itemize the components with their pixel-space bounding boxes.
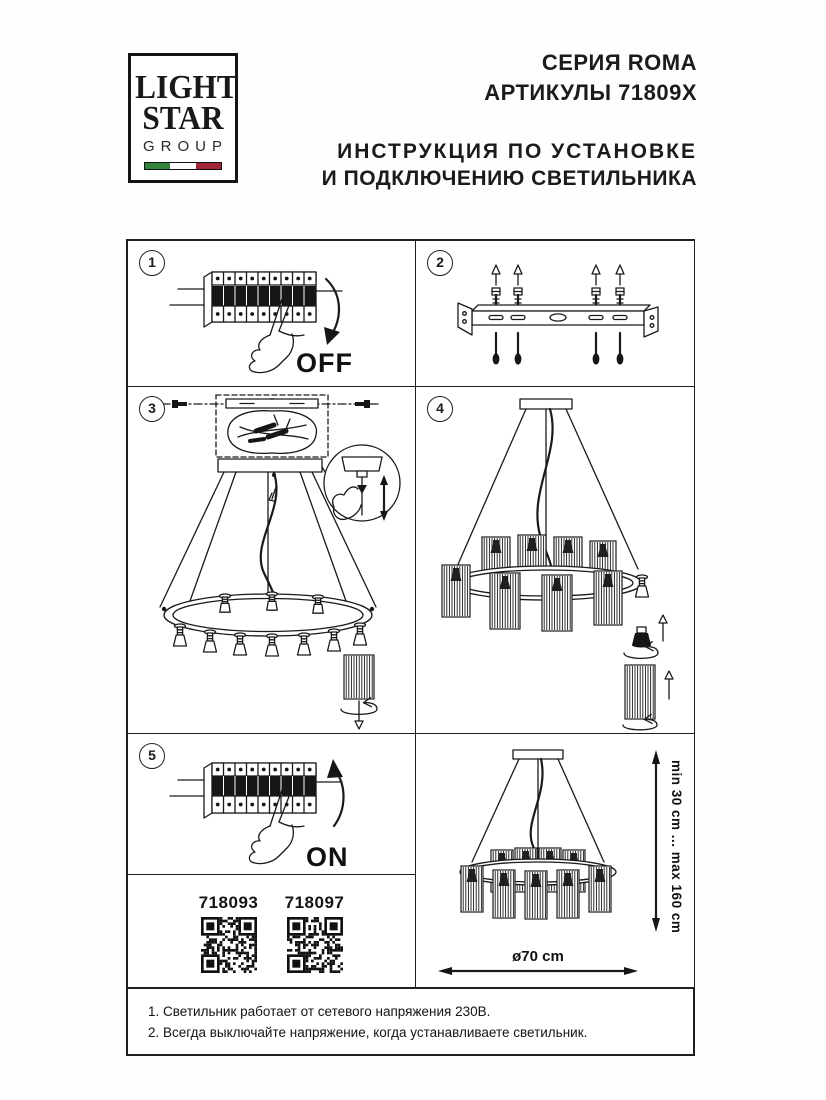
off-arrow [326,279,339,334]
step-5-panel [128,734,416,875]
hanging-wiring-drawing [128,387,415,733]
qr-code-right [287,917,343,973]
flag-green [145,163,170,169]
logo-word-group: GROUP [142,138,228,155]
up-arrow [659,615,667,641]
flag-red [196,163,221,169]
diameter-label: ø70 cm [512,948,564,965]
wall-anchors [493,333,624,365]
steps-grid [126,239,695,989]
on-arrow [334,770,344,826]
ring-frame [162,594,374,636]
series-title-block [484,48,697,108]
flag-white [170,163,195,169]
step-1-number: 1 [139,250,165,276]
breaker-modules [212,272,316,322]
articles-title: АРТИКУЛЫ 71809X [484,80,697,105]
qr-block-left [194,893,264,973]
logo-word-light: LIGHT [135,69,238,106]
bracket-drawing [416,241,694,386]
dimensions-panel [416,734,694,988]
screws-and-arrows [492,265,624,309]
instruction-title-line2: И ПОДКЛЮЧЕНИЮ СВЕТИЛЬНИКА [321,167,697,190]
step-3-number: 3 [139,396,165,422]
off-label: OFF [296,348,353,378]
qr-code-left [201,917,257,973]
instruction-title-block [322,138,697,192]
qr-label-right: 718097 [284,893,345,912]
glass-shade [625,665,655,719]
series-title: СЕРИЯ ROMA [541,50,697,75]
lightstar-logo [128,53,238,183]
step-2-number: 2 [427,250,453,276]
step-4-panel [416,387,694,734]
height-range-label: min 30 cm ... max 160 cm [669,760,684,934]
italian-flag-bar [144,162,222,170]
breaker-on-drawing [128,734,415,874]
note-line-1: 1. Светильник работает от сетевого напряжения 230В. [148,1004,491,1019]
step-2-panel [416,241,694,387]
breaker-modules [212,763,316,813]
height-dimension [652,750,684,933]
wire-bundle [228,411,317,454]
step-4-number: 4 [427,396,453,422]
qr-label-left: 718093 [198,893,259,912]
qr-panel [128,875,416,988]
height-adjuster-magnifier [324,445,400,521]
instruction-title-line1: ИНСТРУКЦИЯ ПО УСТАНОВКЕ [337,140,697,163]
up-arrow [665,671,673,699]
step-1-panel [128,241,416,387]
note-line-2: 2. Всегда выключайте напряжение, когда устанавливаете светильник. [148,1025,588,1040]
qr-block-right [280,893,350,973]
step-3-panel [128,387,416,734]
notes-box [126,987,695,1056]
bracket-bar [458,303,658,337]
on-label: ON [306,842,349,872]
logo-word-star: STAR [142,100,224,137]
dimensions-drawing [416,734,694,988]
shade-install-drawing [416,387,694,733]
glass-shade [344,655,374,699]
breaker-off-drawing [128,241,415,386]
diameter-dimension [438,948,638,975]
step-5-number: 5 [139,743,165,769]
